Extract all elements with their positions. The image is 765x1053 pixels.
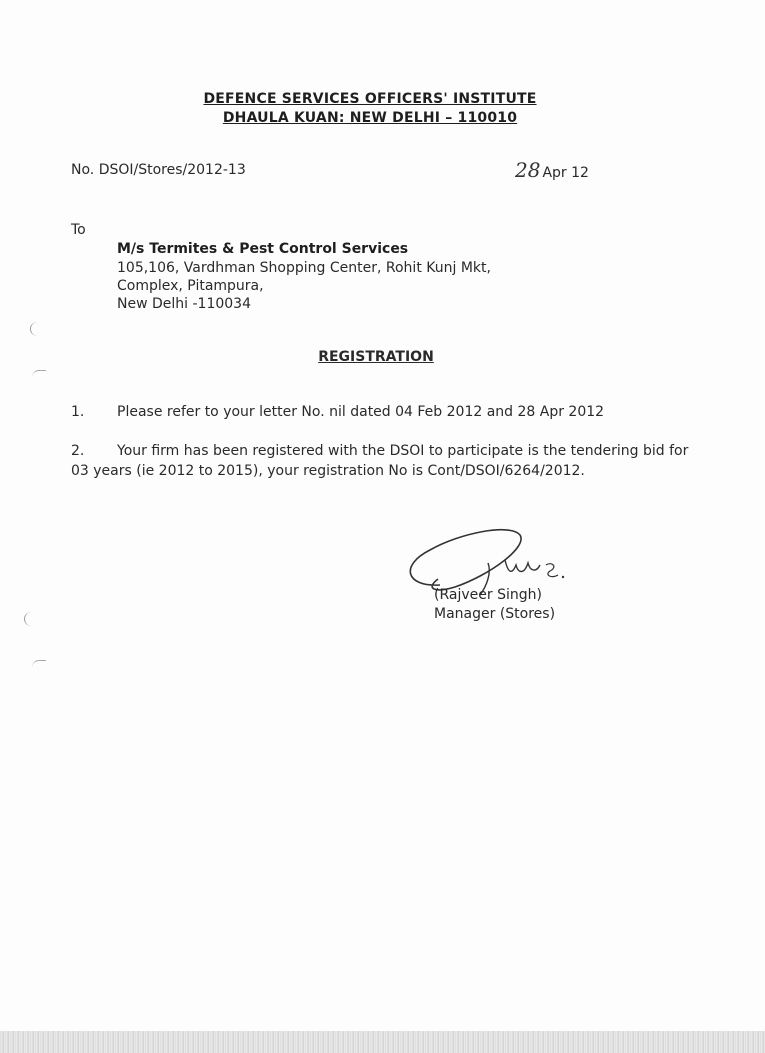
scan-bottom-edge bbox=[0, 1031, 765, 1053]
scan-edge-mark bbox=[30, 322, 45, 336]
addressee-address-line3: New Delhi -110034 bbox=[117, 296, 251, 312]
paragraph-2-text-line2: 03 years (ie 2012 to 2015), your registration No is Cont/DSOI/6264/2012. bbox=[71, 463, 585, 479]
date-month-year: Apr 12 bbox=[542, 165, 589, 181]
letter-date bbox=[515, 158, 589, 182]
letterhead-line2: DHAULA KUAN: NEW DELHI – 110010 bbox=[222, 110, 518, 126]
reference-number: No. DSOI/Stores/2012-13 bbox=[71, 162, 246, 178]
date-day-handwritten: 28 bbox=[515, 158, 541, 182]
subject-heading: REGISTRATION bbox=[318, 349, 434, 365]
paragraph-2-text-line1: Your firm has been registered with the DSOI to participate is the tendering bid for bbox=[117, 443, 689, 459]
addressee-address-line2: Complex, Pitampura, bbox=[117, 278, 264, 294]
signatory-designation: Manager (Stores) bbox=[434, 606, 556, 622]
paragraph-1-number: 1. bbox=[71, 404, 85, 420]
scan-edge-mark bbox=[32, 660, 46, 675]
to-label: To bbox=[71, 222, 86, 238]
paragraph-1-text: Please refer to your letter No. nil dated 04 Feb 2012 and 28 Apr 2012 bbox=[117, 404, 605, 420]
paragraph-2 bbox=[71, 441, 688, 481]
letterhead-line1: DEFENCE SERVICES OFFICERS' INSTITUTE bbox=[203, 91, 537, 107]
paragraph-2-number: 2. bbox=[71, 443, 85, 459]
addressee-name: M/s Termites & Pest Control Services bbox=[117, 241, 409, 257]
paragraph-1 bbox=[71, 402, 604, 422]
signatory-name: (Rajveer Singh) bbox=[434, 587, 542, 603]
scan-edge-mark bbox=[32, 370, 46, 385]
scan-edge-mark bbox=[24, 612, 39, 626]
addressee-address-line1: 105,106, Vardhman Shopping Center, Rohit Kunj Mkt, bbox=[117, 260, 491, 276]
